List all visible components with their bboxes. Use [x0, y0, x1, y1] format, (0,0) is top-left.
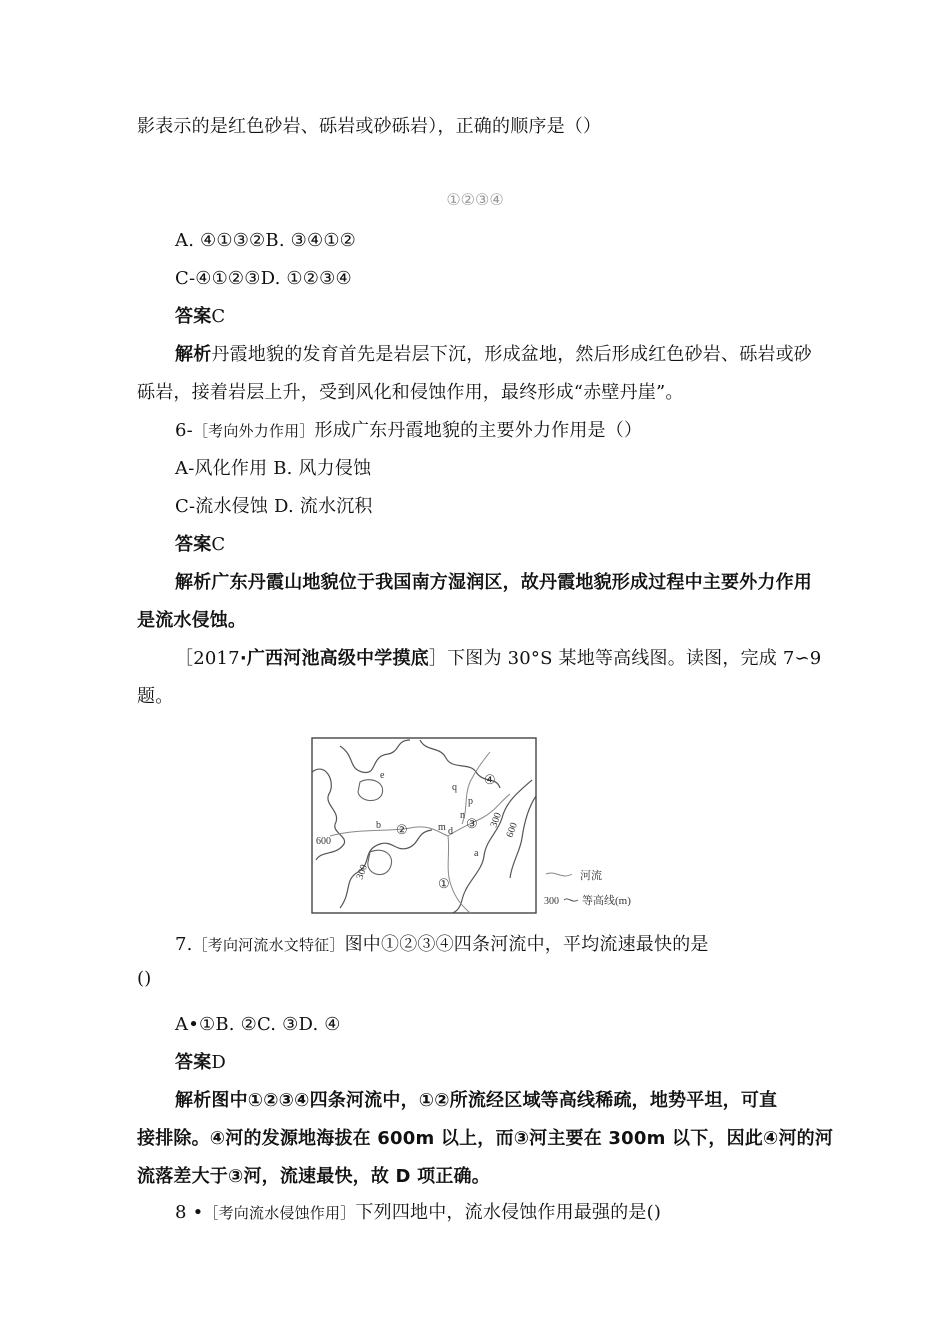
answer-label: 答案	[175, 306, 212, 327]
q7-analysis-line-1	[175, 1088, 777, 1114]
contour-blob	[368, 850, 392, 874]
q7-stem	[175, 932, 709, 958]
q7-paren: ()	[137, 968, 152, 989]
analysis-text: 丹霞地貌的发育首先是岩层下沉，形成盆地，然后形成红色砂岩、砾岩或砂	[211, 344, 813, 365]
legend-contour-symbol	[564, 899, 578, 901]
map-label-d: d	[448, 826, 453, 837]
q5-analysis-line-2: 砾岩，接着岩层上升，受到风化和侵蚀作用，最终形成“赤壁丹崖”。	[137, 382, 684, 403]
answer-label: 答案	[175, 1052, 212, 1073]
q7-answer	[175, 1050, 226, 1076]
river-2	[330, 827, 448, 836]
q8-stem	[175, 1200, 661, 1226]
map-label-river-1: ①	[438, 876, 450, 891]
map-label-e: e	[380, 770, 385, 781]
answer-value: D	[211, 1052, 227, 1073]
legend-river-symbol	[546, 873, 572, 876]
map-label-a: a	[474, 848, 479, 859]
answer-label: 答案	[175, 534, 212, 555]
intro-bracket-open: ［2017	[175, 648, 240, 669]
map-label-300-left: 300	[354, 863, 370, 882]
map-label-300-right: 300	[488, 811, 504, 830]
legend-contour-label: 等高线(m)	[582, 895, 631, 907]
question-text: 形成广东丹霞地貌的主要外力作用是（）	[314, 420, 643, 441]
q5-options-ab: A. ④①③②B. ③④①②	[175, 230, 357, 251]
contour-blob	[358, 780, 383, 801]
intro-line-1	[175, 646, 821, 672]
answer-value: C	[211, 306, 226, 327]
question-number: 7.	[175, 934, 193, 955]
question-number: 8 •	[175, 1202, 204, 1223]
contour-line-top	[340, 740, 410, 773]
q6-options-cd: C-流水侵蚀 D. 流水沉积	[175, 496, 373, 517]
intro-line-2: 题。	[137, 686, 174, 707]
map-label-600-right: 600	[504, 821, 520, 840]
contour-line-300-left	[340, 830, 432, 908]
map-frame	[312, 738, 536, 913]
analysis-text: 广东丹霞山地貌位于我国南方湿润区，故丹霞地貌形成过程中主要外力作用	[211, 572, 813, 593]
intro-dot: ·	[239, 648, 247, 669]
q7-analysis-line-3: 流落差大于③河，流速最快，故 D 项正确。	[137, 1166, 490, 1187]
q7-options: A•①B. ②C. ③D. ④	[175, 1014, 341, 1035]
map-label-b: b	[376, 820, 381, 831]
question-number: 6-	[175, 420, 193, 441]
intro-text: 下图为 30°S 某地等高线图。读图，完成 7∽9	[447, 648, 822, 669]
intro-bracket-close: ］	[428, 648, 448, 669]
question-tag: ［考向流水侵蚀作用］	[203, 1204, 356, 1222]
q7-analysis-line-2: 接排除。④河的发源地海拔在 600m 以上，而③河主要在 300m 以下，因此④河的河	[137, 1128, 834, 1149]
river-4	[462, 752, 490, 824]
analysis-text: 图中①②③④四条河流中，①②所流经区域等高线稀疏，地势平坦，可直	[211, 1090, 778, 1111]
analysis-label: 解析	[175, 1090, 212, 1111]
answer-value: C	[211, 534, 226, 555]
map-label-q: q	[452, 782, 457, 793]
q5-answer	[175, 304, 225, 330]
legend-contour-value: 300	[544, 896, 559, 907]
q6-options-ab: A-风化作用 B. 风力侵蚀	[175, 458, 372, 479]
map-label-river-3: ③	[466, 816, 478, 831]
question-tag: ［考向外力作用］	[192, 422, 315, 440]
q6-analysis-line-1	[175, 570, 812, 596]
map-label-n: n	[460, 810, 465, 821]
q6-answer	[175, 532, 225, 558]
question-text: 图中①②③④四条河流中，平均流速最快的是	[344, 934, 709, 955]
q5-options-cd: C-④①②③D. ①②③④	[175, 268, 352, 289]
text-line: 影表示的是红色砂岩、砾岩或砂砾岩），正确的顺序是（）	[137, 116, 602, 137]
question-text: 下列四地中，流水侵蚀作用最强的是()	[355, 1202, 662, 1223]
map-label-p: p	[468, 796, 473, 807]
legend-river-label: 河流	[580, 870, 602, 882]
q6-stem	[175, 418, 642, 444]
q6-analysis-line-2: 是流水侵蚀。	[137, 610, 247, 631]
intro-source: 广西河池高级中学摸底	[246, 648, 429, 669]
sequence-caption: ①②③④	[446, 190, 504, 209]
map-label-river-2: ②	[396, 822, 408, 837]
map-label-river-4: ④	[484, 772, 496, 787]
question-tag: ［考向河流水文特征］	[192, 936, 345, 954]
analysis-label: 解析	[175, 344, 212, 365]
river-1	[448, 836, 470, 913]
contour-map-figure	[300, 732, 650, 918]
analysis-label: 解析	[175, 572, 212, 593]
map-label-600-left: 600	[316, 836, 331, 847]
q5-analysis-line-1	[175, 342, 812, 368]
map-label-m: m	[438, 822, 446, 833]
